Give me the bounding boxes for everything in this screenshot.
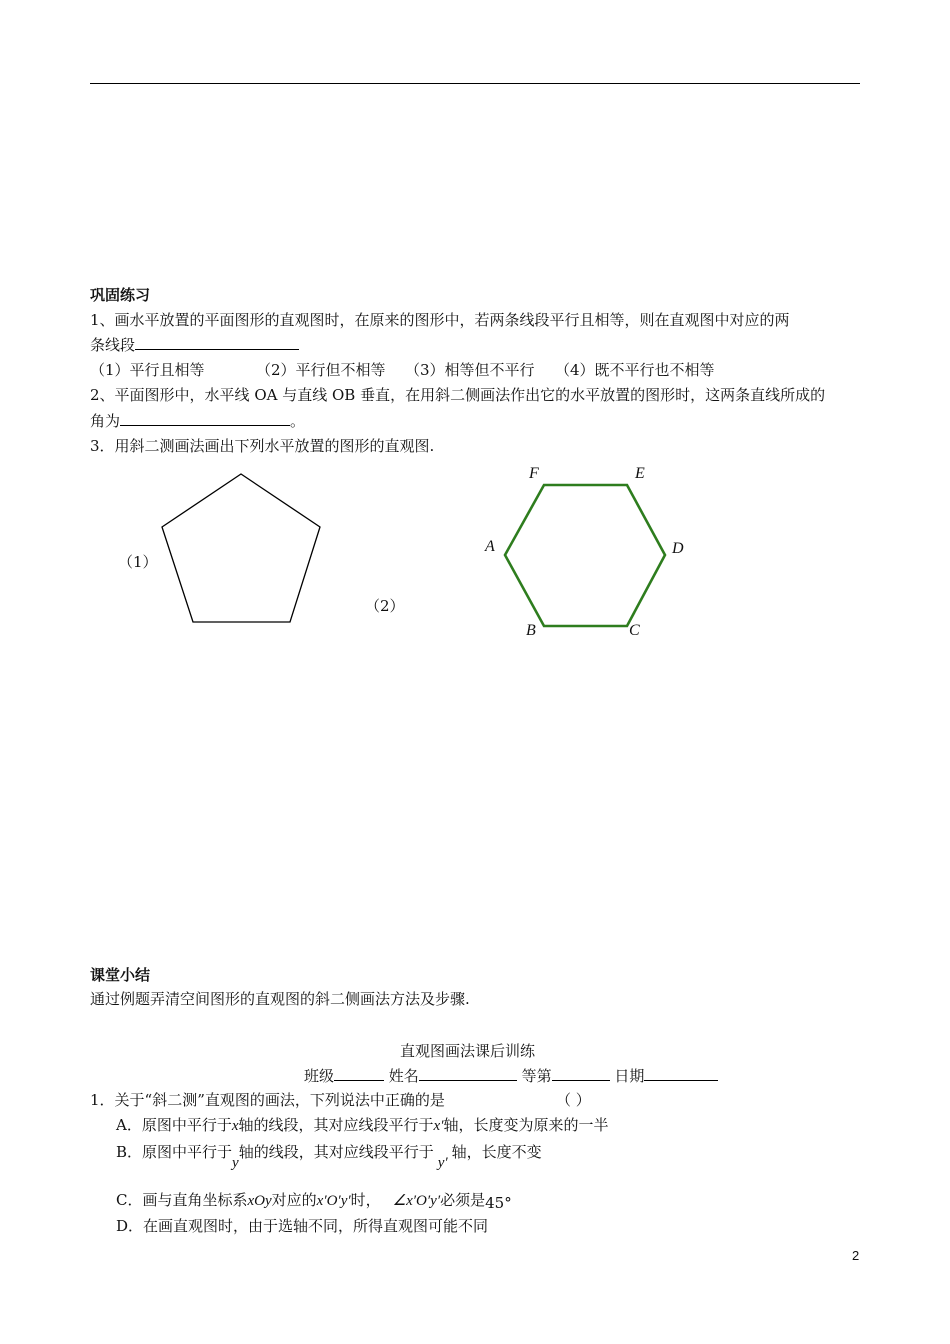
opt-c-pre: C．画与直角坐标系: [116, 1191, 248, 1209]
hw-q1-option-a: [116, 1114, 609, 1135]
q2-line1: 2、平面图形中，水平线 OA 与直线 OB 垂直，在用斜二侧画法作出它的水平放置的图形时，这两条直线所成的: [90, 386, 826, 404]
page-number: 2: [852, 1248, 860, 1263]
hw-q1-option-c: [116, 1189, 512, 1210]
practice-heading: 巩固练习: [90, 286, 151, 304]
figure2-label: （2）: [365, 597, 405, 615]
class-field[interactable]: [334, 1066, 384, 1081]
q1-line2-text: 条线段: [90, 336, 136, 354]
vertex-label-d: D: [672, 540, 684, 557]
hw-q1-option-d: D．在画直观图时，由于选轴不同，所得直观图可能不同: [116, 1217, 489, 1235]
opt-b-var-y-prime: y′: [437, 1155, 448, 1171]
summary-heading: 课堂小结: [90, 966, 151, 984]
homework-title: 直观图画法课后训练: [400, 1042, 536, 1060]
figure1-label: （1）: [118, 553, 158, 571]
opt-b-mid: 轴的线段，其对应线段平行于: [238, 1143, 434, 1161]
opt-b-var-y: y: [232, 1155, 239, 1171]
name-field[interactable]: [419, 1066, 517, 1081]
hexagon-shape: [505, 485, 665, 626]
vertex-label-a: A: [485, 538, 495, 555]
q1-option-3: （3）相等但不平行: [405, 361, 535, 379]
date-field[interactable]: [644, 1066, 718, 1081]
opt-c-mid2: 时，: [350, 1191, 381, 1209]
vertex-label-c: C: [629, 622, 640, 639]
opt-c-var-xoy: xOy: [247, 1193, 272, 1209]
hw-q1-answer-paren[interactable]: （ ）: [556, 1091, 591, 1109]
summary-text: 通过例题弄清空间图形的直观图的斜二侧画法方法及步骤.: [90, 990, 470, 1008]
q1-line1: 1、画水平放置的平面图形的直观图时，在原来的图形中，若两条线段平行且相等，则在直观图中对应的两: [90, 311, 790, 329]
q1-option-2: （2）平行但不相等: [256, 361, 386, 379]
opt-c-value: 45°: [485, 1194, 512, 1212]
class-label: 班级: [304, 1067, 335, 1085]
opt-a-post: 轴，长度变为原来的一半: [443, 1116, 609, 1134]
q2-line2-suffix: 。: [290, 412, 306, 430]
q1-option-4: （4）既不平行也不相等: [555, 361, 715, 379]
vertex-label-e: E: [635, 465, 645, 482]
q3-text: 3．用斜二测画法画出下列水平放置的图形的直观图.: [90, 437, 435, 455]
opt-c-var-xoy-prime: x′O′y′: [316, 1193, 351, 1209]
date-label: 日期: [614, 1067, 645, 1085]
name-label: 姓名: [388, 1067, 419, 1085]
opt-b-post: 轴，长度不变: [451, 1143, 542, 1161]
opt-c-angle: ∠x′O′y′: [392, 1193, 441, 1209]
student-info-row: [304, 1065, 718, 1086]
opt-c-mid: 对应的: [271, 1191, 317, 1209]
grade-field[interactable]: [552, 1066, 610, 1081]
opt-a-var-x: x: [231, 1118, 239, 1134]
opt-c-post: 必须是: [440, 1191, 486, 1209]
vertex-label-b: B: [526, 622, 536, 639]
hw-q1-option-b: [116, 1141, 542, 1171]
opt-b-pre: B．原图中平行于: [116, 1143, 233, 1161]
opt-a-mid: 轴的线段，其对应线段平行于: [238, 1116, 434, 1134]
q2-line2-prefix: 角为: [90, 412, 121, 430]
opt-a-pre: A．原图中平行于: [116, 1116, 232, 1134]
vertex-label-f: F: [529, 465, 539, 482]
q1-option-1: （1）平行且相等: [90, 361, 205, 379]
grade-label: 等第: [521, 1067, 552, 1085]
hw-q1-text: 1．关于“斜二测”直观图的画法，下列说法中正确的是: [90, 1091, 445, 1109]
opt-a-var-x-prime: x′: [433, 1118, 444, 1134]
